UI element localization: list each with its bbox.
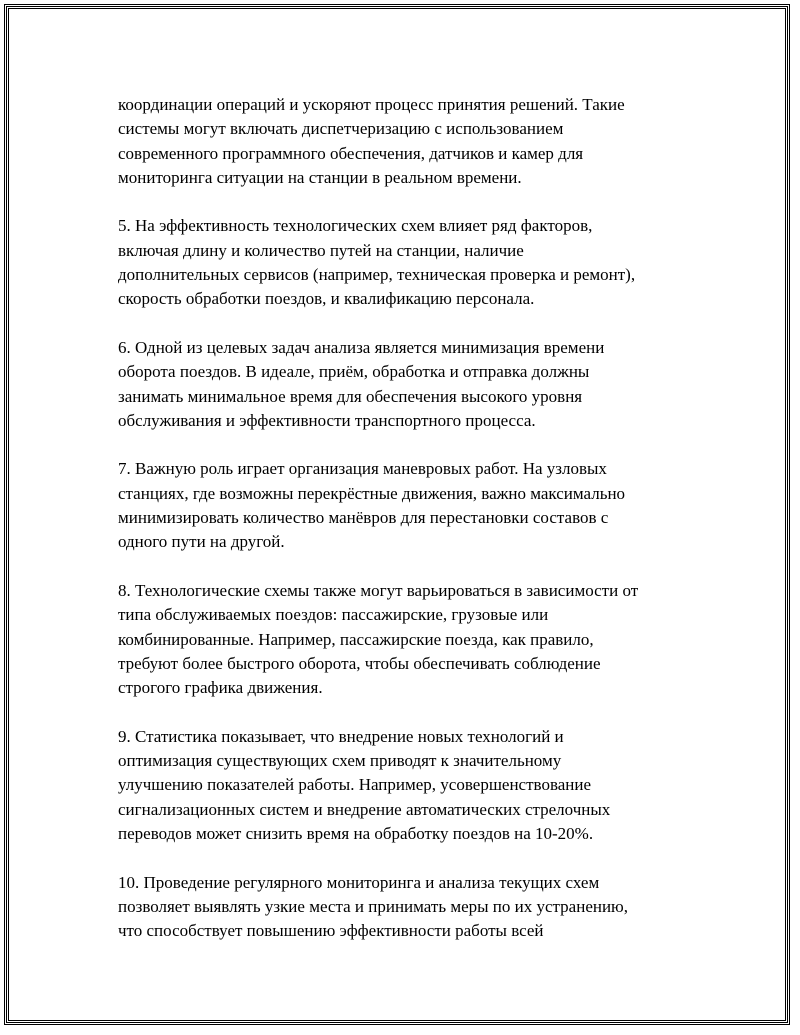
text-line: 10. Проведение регулярного мониторинга и анализа текущих схем [118,872,600,892]
document-body [118,93,698,968]
text-line: координации операций и ускоряют процесс принятия решений. Такие [118,95,625,114]
text-line: переводов может снизить время на обработку поездов на 10-20%. [118,823,594,843]
text-line: занимать минимальное время для обеспечения высокого уровня [118,386,583,406]
paragraph [118,93,698,190]
text-line: современного программного обеспечения, датчиков и камер для [118,143,584,163]
text-line: 5. На эффективность технологических схем влияет ряд факторов, [118,216,593,236]
text-line: 8. Технологические схемы также могут варьироваться в зависимости от [118,580,639,600]
text-line: комбинированные. Например, пассажирские поезда, как правило, [118,629,594,649]
text-line: позволяет выявлять узкие места и принимать меры по их устранению, [118,896,629,916]
text-line: типа обслуживаемых поездов: пассажирские, грузовые или [118,605,549,625]
text-line: строгого графика движения. [118,678,323,698]
text-line: минимизировать количество манёвров для перестановки составов с [118,508,609,528]
text-line: оборота поездов. В идеале, приём, обработка и отправка должны [118,362,590,382]
paragraph [118,725,698,846]
text-line: дополнительных сервисов (например, техническая проверка и ремонт), [118,265,636,285]
text-line: 7. Важную роль играет организация маневровых работ. На узловых [118,459,607,479]
paragraph [118,214,698,311]
text-line: 9. Статистика показывает, что внедрение новых технологий и [118,726,564,746]
text-line: скорость обработки поездов, и квалификацию персонала. [118,289,535,309]
text-line: оптимизация существующих схем приводят к значительному [118,751,562,771]
text-line: одного пути на другой. [118,532,285,552]
text-line: что способствует повышению эффективности работы всей [118,921,544,941]
text-line: сигнализационных систем и внедрение автоматических стрелочных [118,799,611,819]
paragraph [118,336,698,433]
paragraph [118,579,698,700]
text-line: улучшению показателей работы. Например, усовершенствование [118,775,592,795]
text-line: 6. Одной из целевых задач анализа является минимизация времени [118,337,605,357]
text-line: обслуживания и эффективности транспортного процесса. [118,410,536,430]
text-line: мониторинга ситуации на станции в реальном времени. [118,167,522,187]
text-line: требуют более быстрого оборота, чтобы обеспечивать соблюдение [118,653,601,673]
paragraph [118,457,698,554]
text-line: системы могут включать диспетчеризацию с использованием [118,119,564,139]
text-line: включая длину и количество путей на станции, наличие [118,240,524,260]
paragraph [118,871,698,944]
text-line: станциях, где возможны перекрёстные движения, важно максимально [118,483,626,503]
